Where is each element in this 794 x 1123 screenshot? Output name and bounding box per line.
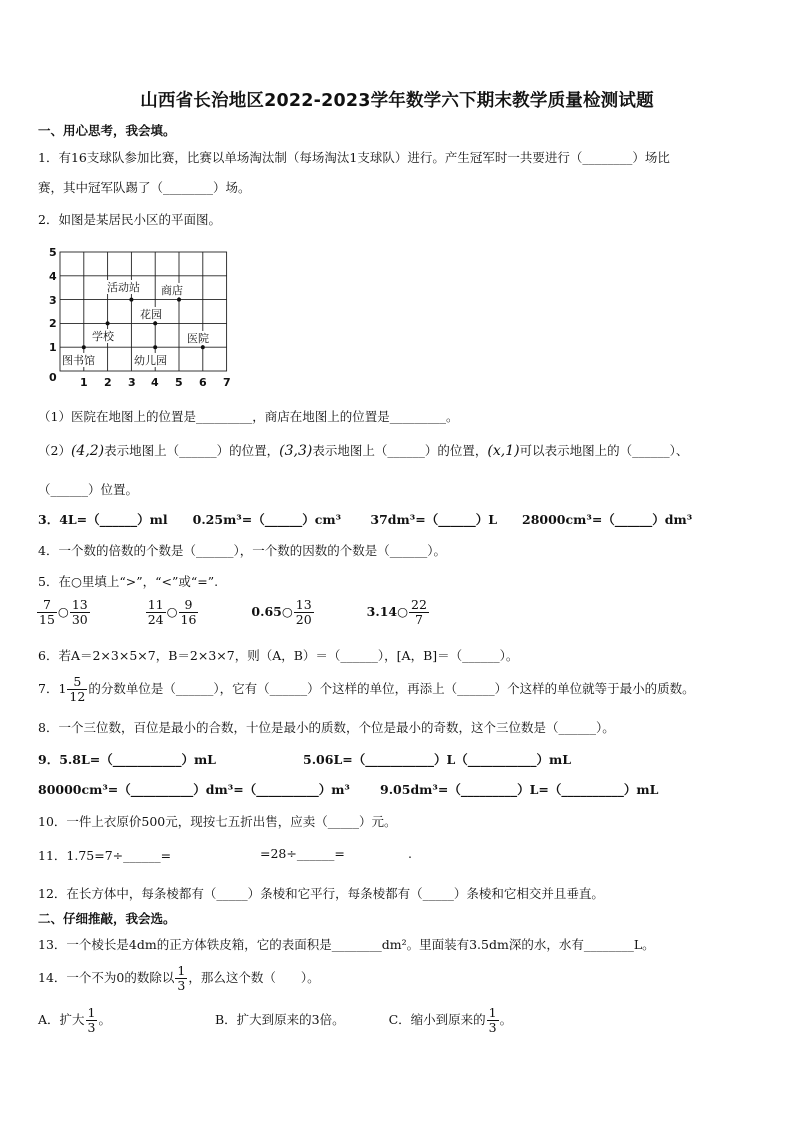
- map-label-school: 学校: [92, 330, 114, 343]
- option-c[interactable]: [388, 1005, 513, 1035]
- section-heading-1: 一、用心思考，我会填。: [38, 123, 176, 138]
- coordinate-4-2: (4,2): [70, 443, 105, 459]
- q14-prefix: 14．一个不为0的数除以: [38, 970, 175, 985]
- fraction-13-30: $\frac{13}{30}$: [71, 597, 88, 627]
- map-label-activity: 活动站: [107, 281, 140, 294]
- q2-part2-text-1: 表示地图上（______）的位置，: [104, 443, 280, 458]
- option-a[interactable]: [38, 1005, 111, 1035]
- fraction-22-7: $\frac{22}{7}$: [411, 597, 427, 627]
- fraction-13-20: $\frac{13}{20}$: [295, 597, 312, 627]
- q2-part2-prefix: （2）: [38, 443, 71, 458]
- question-8: 8．一个三位数，百位是最小的合数，十位是最小的质数，个位是最小的奇数，这个三位数是（______）。: [38, 720, 615, 735]
- question-3: 3．4L=（______）ml 0.25m³=（______）cm³ 37dm³=（______）L 28000cm³=（______）dm³: [38, 512, 693, 527]
- coordinate-x-1: (x,1): [487, 443, 520, 459]
- map-label-library: 图书馆: [62, 354, 95, 367]
- fraction-11-24: $\frac{11}{24}$: [147, 597, 164, 627]
- question-1-line-2: 赛，其中冠军队踢了（________）场。: [38, 180, 251, 195]
- question-6: 6．若A＝2×3×5×7，B＝2×3×7，则（A，B）＝（______），[A，B]＝（______）。: [38, 648, 519, 663]
- question-13: 13．一个棱长是4dm的正方体铁皮箱，它的表面积是________dm²。里面装有3.5dm深的水，水有________L。: [38, 937, 655, 952]
- question-2-part-2-cont: （______）位置。: [38, 482, 139, 497]
- map-label-hospital: 医院: [187, 332, 209, 345]
- map-x-tick: 5: [175, 376, 183, 389]
- map-point-library: [82, 345, 86, 349]
- fraction-7-15: $\frac{7}{15}$: [39, 597, 55, 627]
- option-b[interactable]: B．扩大到原来的3倍。: [214, 1012, 345, 1027]
- map-point-kindergarten: [153, 345, 157, 349]
- map-y-tick: 5: [49, 246, 57, 259]
- question-11-part-a: 11．1.75=7÷______=: [38, 848, 172, 863]
- option-a-text: A．扩大: [38, 1012, 85, 1027]
- map-point-garden: [153, 321, 157, 325]
- fraction-5-12: $\frac{5}{12}$: [69, 674, 86, 704]
- question-11-part-c: .: [408, 846, 412, 861]
- map-label-shop: 商店: [161, 284, 183, 297]
- compare-circle: ○: [166, 604, 178, 619]
- question-2: 2．如图是某居民小区的平面图。: [38, 212, 221, 227]
- map-y-tick: 2: [49, 317, 57, 330]
- question-12: 12．在长方体中，每条棱都有（_____）条棱和它平行，每条棱都有（_____）条棱和它相交并且垂直。: [38, 886, 604, 901]
- map-label-garden: 花园: [140, 308, 162, 321]
- compare-circle: ○: [57, 604, 69, 619]
- compare-0-65: 0.65○: [251, 604, 293, 619]
- question-5-items: [36, 598, 430, 627]
- fraction-1-3: $\frac{1}{3}$: [177, 963, 186, 993]
- question-14-options: [38, 1006, 512, 1035]
- question-9-part-d: 9.05dm³=（_________）L=（__________）mL: [380, 782, 659, 797]
- question-2-part-2: [38, 441, 688, 459]
- q7-text: 的分数单位是（______），它有（______）个这样的单位，再添上（______）个这样的单位就等于最小的质数。: [88, 681, 695, 696]
- q14-text: ，那么这个数（ ）。: [188, 970, 320, 985]
- compare-3-14: 3.14○: [366, 604, 408, 619]
- question-9-part-a: 9．5.8L=（___________）mL: [38, 752, 216, 767]
- section-heading-2: 二、仔细推敲，我会选。: [38, 911, 176, 926]
- question-7: [38, 675, 695, 704]
- map-x-tick: 1: [80, 376, 88, 389]
- map-x-tick: 2: [104, 376, 112, 389]
- question-9-part-c: 80000cm³=（__________）dm³=（__________）m³: [38, 782, 350, 797]
- question-9-part-b: 5.06L=（___________）L（___________）mL: [303, 752, 572, 767]
- question-5: 5．在○里填上“>”，“<”或“=”.: [38, 574, 219, 589]
- option-c-end: 。: [499, 1012, 513, 1027]
- map-x-tick: 7: [223, 376, 231, 389]
- map-point-activity: [129, 298, 133, 302]
- map-x-tick: 3: [128, 376, 136, 389]
- option-a-end: 。: [98, 1012, 111, 1027]
- option-c-text: C．缩小到原来的: [388, 1012, 486, 1027]
- question-4: 4．一个数的倍数的个数是（______），一个数的因数的个数是（______）。: [38, 543, 446, 558]
- question-1-line-1: 1．有16支球队参加比赛，比赛以单场淘汰制（每场淘汰1支球队）进行。产生冠军时一共要进行（________）场比: [38, 150, 670, 165]
- question-11-part-b: =28÷______=: [260, 846, 345, 861]
- page-title: 山西省长治地区2022-2023学年数学六下期末教学质量检测试题: [140, 91, 654, 111]
- fraction-9-16: $\frac{9}{16}$: [180, 597, 197, 627]
- map-label-kindergarten: 幼儿园: [134, 354, 167, 367]
- map-point-hospital: [201, 345, 205, 349]
- map-x-tick: 4: [151, 376, 159, 389]
- fraction-1-3: $\frac{1}{3}$: [488, 1005, 497, 1035]
- map-x-tick: 6: [199, 376, 207, 389]
- question-10: 10．一件上衣原价500元，现按七五折出售，应卖（_____）元。: [38, 814, 397, 829]
- fraction-1-3: $\frac{1}{3}$: [87, 1005, 96, 1035]
- question-2-part-1: （1）医院在地图上的位置是_________，商店在地图上的位置是_________。: [38, 409, 459, 424]
- map-origin-label: 0: [49, 371, 57, 384]
- map-point-school: [106, 321, 110, 325]
- coordinate-3-3: (3,3): [279, 443, 313, 459]
- q2-part2-text-3: 可以表示地图上的（______）、: [519, 443, 689, 458]
- question-14: [38, 964, 320, 993]
- community-map: [40, 243, 250, 393]
- map-point-shop: [177, 298, 181, 302]
- map-y-tick: 4: [49, 270, 57, 283]
- q2-part2-text-2: 表示地图上（______）的位置，: [312, 443, 488, 458]
- q7-prefix: 7．1: [38, 681, 67, 696]
- map-y-tick: 1: [49, 341, 57, 354]
- map-y-tick: 3: [49, 294, 57, 307]
